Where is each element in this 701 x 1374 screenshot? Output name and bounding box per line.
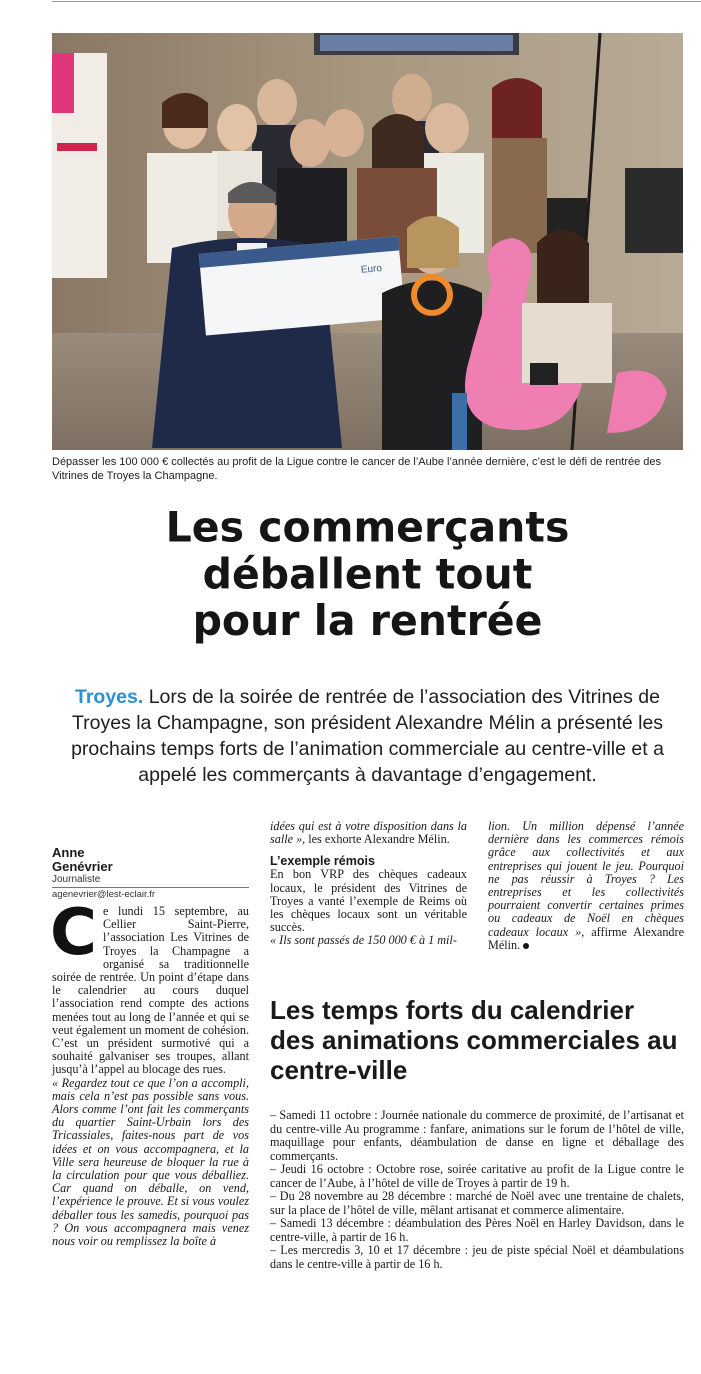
article-quote-end: idées qui est à votre disposition dans la salle » [270,819,467,847]
calendar-event: – Les mercredis 3, 10 et 17 décembre : jeu de piste spécial Noël et déambulations dans le centre-ville à partir de 16 h. [270,1243,684,1271]
headline-line: pour la rentrée [192,596,543,646]
article-column-2 [270,820,467,948]
article-column-1 [50,896,249,1249]
byline [52,846,249,901]
photo-caption: Dépasser les 100 000 € collectés au profit de la Ligue contre le cancer de l’Aube l’année dernière, c’est le défi de rentrée des Vitrines de Troyes la Champagne. [52,456,662,482]
article-attribution: , affirme Alexandre Mélin. [488,924,684,952]
article-quote: « Ils sont passés de 150 000 € à 1 mil- [270,933,457,948]
calendar-box-title: Les temps forts du calendrier des animations commerciales au centre-ville [270,995,678,1085]
article-paragraph: En bon VRP des chèques cadeaux locaux, le président des Vitrines de Troyes a vanté l’exemple de Reims où les chèques locaux sont un véritable succès. [270,867,467,935]
group-photo [52,33,683,450]
headline-line: Les commerçants [165,502,570,552]
headline [52,504,683,645]
author-email: agenevrier@lest-eclair.fr [52,889,156,900]
calendar-event: – Samedi 13 décembre : déambulation des Pères Noël en Harley Davidson, dans le centre-ville, à partir de 16 h. [270,1216,684,1244]
top-rule [52,1,701,2]
calendar-events-list [270,1109,684,1271]
article-paragraph: e lundi 15 septembre, au Cellier Saint-Pierre, l’association Les Vitrines de Troyes la Champagne a organisé sa traditionnelle soirée de rentrée. Un point d’étape dans le calendrier au cours duquel l’association rend compte des actions menées tout au long de l’année et qui se veut également un moment de cohésion. C’est un président surmotivé qui a souhaité galvaniser ses troupes, allant jusqu’à l’appel au blocage des rues. [52,904,249,1077]
calendar-event: – Jeudi 16 octobre : Octobre rose, soirée caritative au profit de la Ligue contre le cancer de l’Aube, à l’hôtel de ville de Troyes à partir de 19 h. [270,1162,684,1190]
lead-paragraph [52,684,683,788]
calendar-event: – Samedi 11 octobre : Journée nationale du commerce de proximité, de l’artisanat et du centre-ville Au programme : fanfare, animations sur le forum de l’hôtel de ville, maquillage pour enfants, déambulation de danse en ligne et déballage des commerçants. [270,1108,684,1163]
author-role: Journaliste [52,873,249,888]
lead-place: Troyes. [75,686,144,708]
end-mark-icon [523,943,529,949]
calendar-event: – Du 28 novembre au 28 décembre : marché de Noël avec une trentaine de chalets, sur la place de l’hôtel de ville, mêlant artisanat et commerce alimentaire. [270,1189,684,1217]
article-quote-continued: lion. Un million dépensé l’année dernière dans les commerces rémois grâce aux collectivités et aux entreprises qui jouent le jeu. Pourquoi ne pas réussir à Troyes ? Les entreprises et les collectivités pourraient convertir certaines primes ou cadeaux de Noël en chèques cadeaux locaux » [488,819,684,939]
check-brand: Euro [360,262,383,276]
drop-cap: C [50,896,97,970]
author-name-first: Anne [52,845,85,860]
article-quote: « Regardez tout ce que l’on a accompli, mais cela n’est pas possible sans vous. Alors comme l’ont fait les commerçants du quartier Saint-Urbain lors des Tricassiales, faites-nous part de vos idées et on vous accompagnera, et la Ville sera heureuse de bloquer la rue à la circulation pour que vous déballiez. Car quand on déballe, on vend, l’expérience le prouve. Et si vous voulez déballer tous les samedis, pourquoi pas ? On vous accompagnera mais venez nous voir ou remplissez la boîte à [52,1075,249,1249]
author-name-last: Genévrier [52,858,113,874]
article-attribution: , les exhorte Alexandre Mélin. [302,832,450,847]
headline-line: déballent tout [202,549,533,599]
article-column-3 [488,820,684,952]
article-subhead: L’exemple rémois [270,854,375,869]
lead-text: Lors de la soirée de rentrée de l’association des Vitrines de Troyes la Champagne, son président Alexandre Mélin a présenté les prochains temps forts de l’animation commerciale au centre-ville et a appelé les commerçants à davantage d’engagement. [71,686,664,786]
